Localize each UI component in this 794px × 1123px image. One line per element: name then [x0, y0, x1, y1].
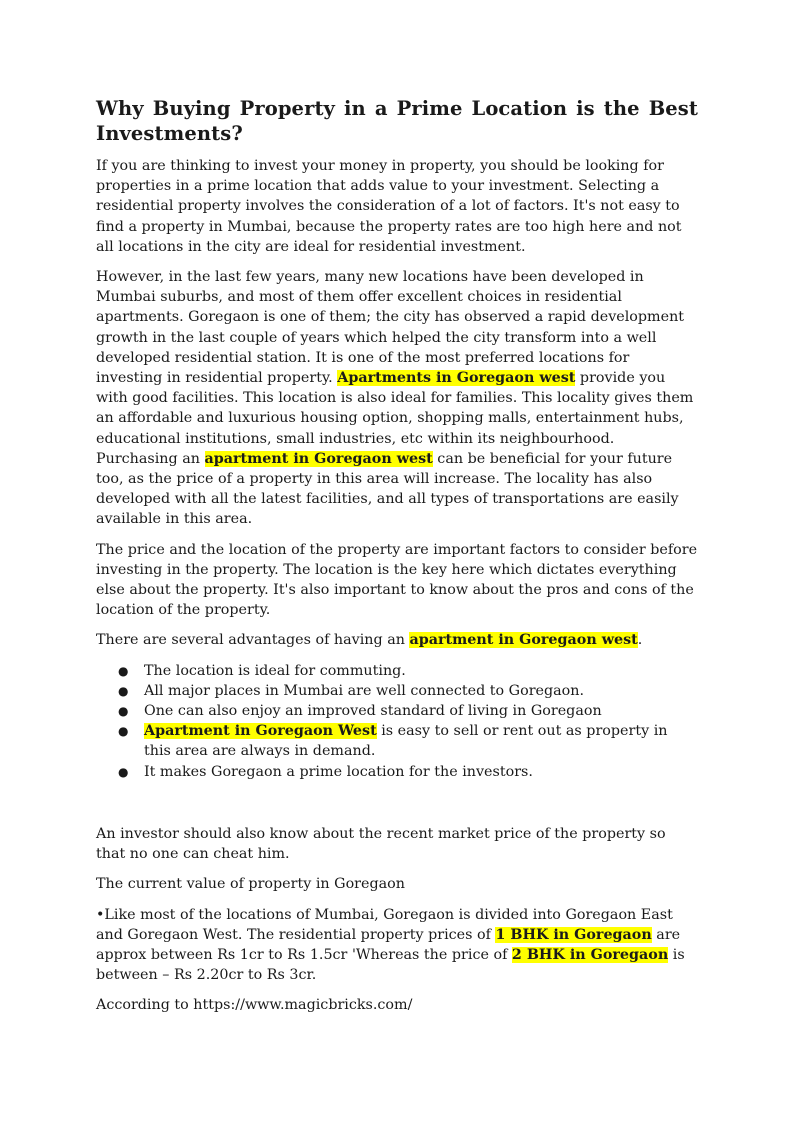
highlight-apartment-goregaon-west: apartment in Goregaon west [409, 632, 638, 649]
price-paragraph [96, 905, 698, 986]
current-value-heading: The current value of property in Goregaon [96, 876, 405, 893]
bullet-icon: ● [118, 724, 129, 739]
highlight-2bhk-goregaon: 2 BHK in Goregaon [511, 946, 669, 963]
investor-paragraph: An investor should also know about the recent market price of the property so that no one can cheat him. [96, 825, 666, 863]
bullet-icon: ● [118, 663, 129, 678]
text-run: are approx between Rs 1cr to Rs 1.5cr 'Whereas the price of [96, 926, 681, 963]
bullet-icon: ● [118, 764, 129, 779]
list-item [118, 701, 698, 721]
list-item [118, 681, 698, 701]
list-item [118, 661, 698, 681]
bullet-icon: ● [118, 683, 129, 698]
source-paragraph: According to https://www.magicbricks.com/ [96, 997, 413, 1014]
blank-space [96, 782, 698, 824]
list-item-text: All major places in Mumbai are well connected to Goregaon. [144, 682, 585, 699]
list-item [118, 721, 698, 761]
highlight-1bhk-goregaon: 1 BHK in Goregaon [495, 926, 652, 943]
list-item-text: One can also enjoy an improved standard of living in Goregaon [144, 703, 602, 720]
text-run: . [637, 632, 643, 649]
list-item-text: It makes Goregaon a prime location for the investors. [144, 763, 533, 780]
highlight-apartments-goregaon-west: Apartments in Goregaon west [337, 370, 576, 387]
text-run: is between – Rs 2.20cr to Rs 3cr. [96, 946, 685, 984]
highlight-apartment-goregaon-west: apartment in Goregaon west [204, 450, 433, 467]
text-run: •Like most of the locations of Mumbai, Goregaon is divided into Goregaon East and Goregaon West. The residential property prices of [96, 906, 673, 943]
list-item [118, 762, 698, 782]
text-run: can be beneficial for your future too, as the price of a property in this area will increase. The locality has also developed with all the latest facilities, and all types of transportations are easily available in this area. [96, 450, 679, 528]
advantages-list [96, 661, 698, 782]
text-run: provide you with good facilities. This location is also ideal for families. This locality gives them an affordable and luxurious housing option, shopping malls, entertainment hubs, educational institutions, small industries, etc within its neighbourhood. Purchasing an [96, 370, 694, 467]
list-item-text: is easy to sell or rent out as property in this area are always in demand. [144, 723, 668, 760]
text-run: However, in the last few years, many new locations have been developed in Mumbai suburbs, and most of them offer excellent choices in residential apartments. Goregaon is one of them; the city has observed a rapid development growth in the last couple of years which helped the city transform into a well developed residential station. It is one of the most preferred locations for investing in residential property. [96, 269, 685, 387]
bullet-icon: ● [118, 704, 129, 719]
price-location-paragraph: The price and the location of the property are important factors to consider before investing in the property. The location is the key here which dictates everything else about the property. It's also important to know about the pros and cons of the location of the property. [96, 541, 698, 619]
document-title: Why Buying Property in a Prime Location is the Best Investments? [96, 97, 698, 145]
list-item-text: The location is ideal for commuting. [144, 662, 406, 679]
document-page [96, 96, 698, 1026]
goregaon-paragraph [96, 267, 698, 530]
advantages-intro-paragraph [96, 630, 698, 650]
intro-paragraph: If you are thinking to invest your money in property, you should be looking for properties in a prime location that adds value to your investment. Selecting a residential property involves the consideration of a lot of factors. It's not easy to find a property in Mumbai, because the property rates are too high here and not all locations in the city are ideal for residential investment. [96, 158, 682, 255]
highlight-apartment-goregaon-west: Apartment in Goregaon West [144, 723, 377, 740]
text-run: There are several advantages of having an [96, 632, 410, 649]
